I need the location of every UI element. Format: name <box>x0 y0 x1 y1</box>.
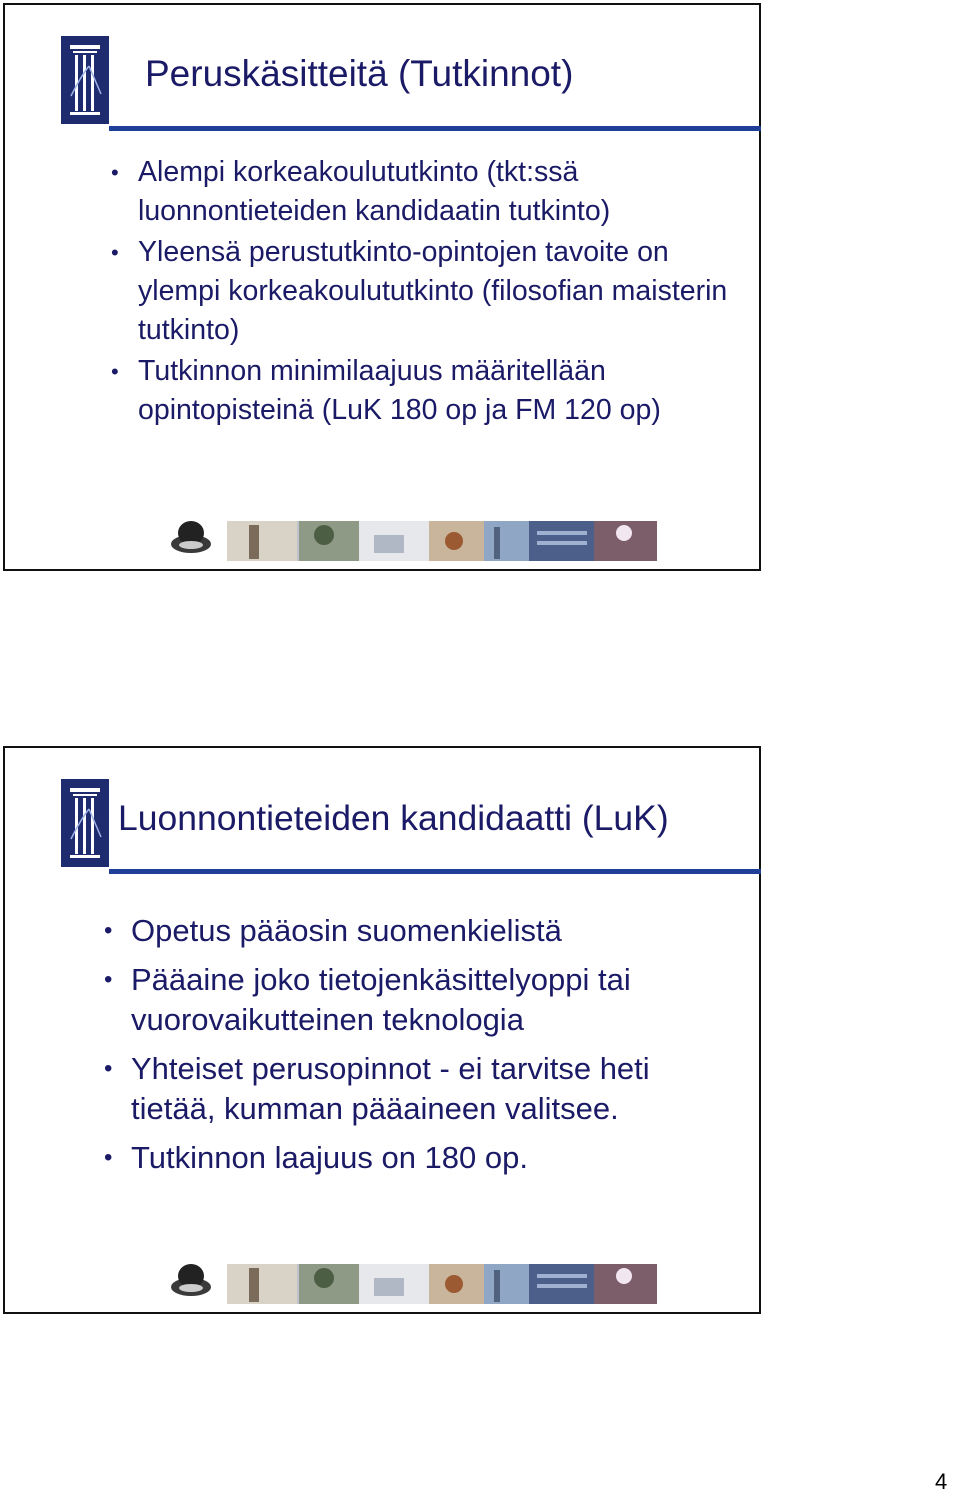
bullet-list <box>138 153 738 432</box>
university-column-logo <box>61 36 109 124</box>
bullet-item: • Opetus pääosin suomenkielistä <box>131 911 731 952</box>
page-number: 4 <box>935 1469 948 1494</box>
bullet-item: • Yhteiset perusopinnot - ei tarvitse heti tietää, kumman pääaineen valitsee. <box>131 1049 731 1130</box>
bullet-item: • Tutkinnon laajuus on 180 op. <box>131 1138 731 1179</box>
university-column-logo <box>61 779 109 867</box>
photo-collage-banner <box>169 1254 659 1304</box>
title-rule <box>109 869 761 874</box>
bullet-item: • Alempi korkeakoulututkinto (tkt:ssä luonnontieteiden kandidaatin tutkinto) <box>138 153 738 231</box>
slide-title: Peruskäsitteitä (Tutkinnot) <box>145 53 574 94</box>
bullet-list <box>131 911 731 1186</box>
slide-1 <box>3 3 761 571</box>
slide-2 <box>3 746 761 1314</box>
bullet-item: • Pääaine joko tietojenkäsittelyoppi tai vuorovaikutteinen teknologia <box>131 960 731 1041</box>
bullet-item: • Yleensä perustutkinto-opintojen tavoite on ylempi korkeakoulututkinto (filosofian maisterin tutkinto) <box>138 233 738 350</box>
photo-collage-banner <box>169 511 659 561</box>
slide-title: Luonnontieteiden kandidaatti (LuK) <box>118 798 669 838</box>
bullet-item: • Tutkinnon minimilaajuus määritellään opintopisteinä (LuK 180 op ja FM 120 op) <box>138 352 738 430</box>
title-rule <box>109 126 761 131</box>
